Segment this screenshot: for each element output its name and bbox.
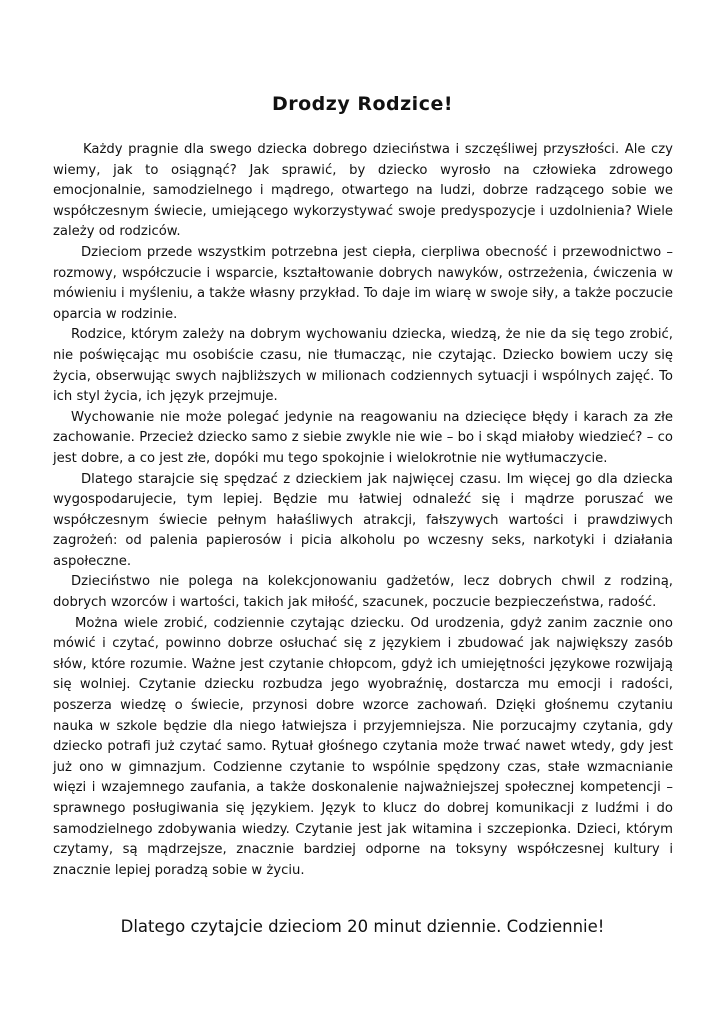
paragraph: Wychowanie nie może polegać jedynie na reagowaniu na dziecięce błędy i karach za złe zachowanie. Przecież dziecko samo z siebie zwykle nie wie – bo i skąd miałoby wiedzieć? – co jest dobre, a co jest złe, dopóki mu tego spokojnie i wielokrotnie nie wytłumaczycie. <box>53 409 673 466</box>
paragraph: Dzieciństwo nie polega na kolekcjonowaniu gadżetów, lecz dobrych chwil z rodziną, dobrych wzorców i wartości, takich jak miłość, szacunek, poczucie bezpieczeństwa, radość. <box>53 574 673 611</box>
letter-body <box>53 140 673 881</box>
paragraph: Dzieciom przede wszystkim potrzebna jest ciepła, cierpliwa obecność i przewodnictwo – rozmowy, współczucie i wsparcie, kształtowanie dobrych nawyków, ostrzeżenia, ćwiczenia w mówieniu i myśleniu, a także własny przykład. To daje im wiarę w swoje siły, a także poczucie oparcia w rodzinie. <box>53 244 673 322</box>
paragraph: Można wiele zrobić, codziennie czytając dziecku. Od urodzenia, gdyż zanim zacznie ono mówić i czytać, powinno dobrze osłuchać się z językiem i zbudować jak największy zasób słów, które rozumie. Ważne jest czytanie chłopcom, gdyż ich umiejętności językowe rozwijają się wolniej. Czytanie dziecku rozbudza jego wyobraźnię, dostarcza mu emocji i radości, poszerza wiedzę o świecie, przynosi dobre wzorce zachowań. Dzięki głośnemu czytaniu nauka w szkole będzie dla niego łatwiejsza i przyjemniejsza. Nie porzucajmy czytania, gdy dziecko potrafi już czytać samo. Rytuał głośnego czytania może trwać nawet wtedy, gdy jest już ono w gimnazjum. Codzienne czytanie to wspólnie spędzony czas, stałe wzmacnianie więzi i wzajemnego zaufania, a także doskonalenie najważniejszej społecznej kompetencji – sprawnego posługiwania się językiem. Język to klucz do dobrej komunikacji z ludźmi i do samodzielnego zdobywania wiedzy. Czytanie jest jak witamina i szczepionka. Dzieci, którym czytamy, są mądrzejsze, znacznie bardziej odporne na toksyny współczesnej kultury i znacznie lepiej poradzą sobie w życiu. <box>53 615 673 878</box>
paragraph: Dlatego starajcie się spędzać z dzieckiem jak najwięcej czasu. Im więcej go dla dziecka wygospodarujecie, tym lepiej. Będzie mu łatwiej odnaleźć się i mądrze poruszać we współczesnym świecie pełnym hałaśliwych atrakcji, fałszywych wartości i prawdziwych zagrożeń: od palenia papierosów i picia alkoholu po wczesny seks, narkotyki i działania aspołeczne. <box>53 471 673 569</box>
page-title: Drodzy Rodzice! <box>271 93 454 115</box>
closing-line: Dlatego czytajcie dzieciom 20 minut dziennie. Codziennie! <box>120 917 605 936</box>
paragraph: Rodzice, którym zależy na dobrym wychowaniu dziecka, wiedzą, że nie da się tego zrobić, nie poświęcając mu osobiście czasu, nie tłumacząc, nie czytając. Dziecko bowiem uczy się życia, obserwując swych najbliższych w milionach codziennych sytuacji i wspólnych zajęć. To ich styl życia, ich język przejmuje. <box>53 327 673 405</box>
paragraph: Każdy pragnie dla swego dziecka dobrego dzieciństwa i szczęśliwej przyszłości. Ale czy wiemy, jak to osiągnąć? Jak sprawić, by dziecko wyrosło na człowieka zdrowego emocjonalnie, samodzielnego i mądrego, otwartego na ludzi, dobrze radzącego sobie we współczesnym świecie, umiejącego wykorzystywać swoje predyspozycje i uzdolnienia? Wiele zależy od rodziców. <box>53 142 673 240</box>
